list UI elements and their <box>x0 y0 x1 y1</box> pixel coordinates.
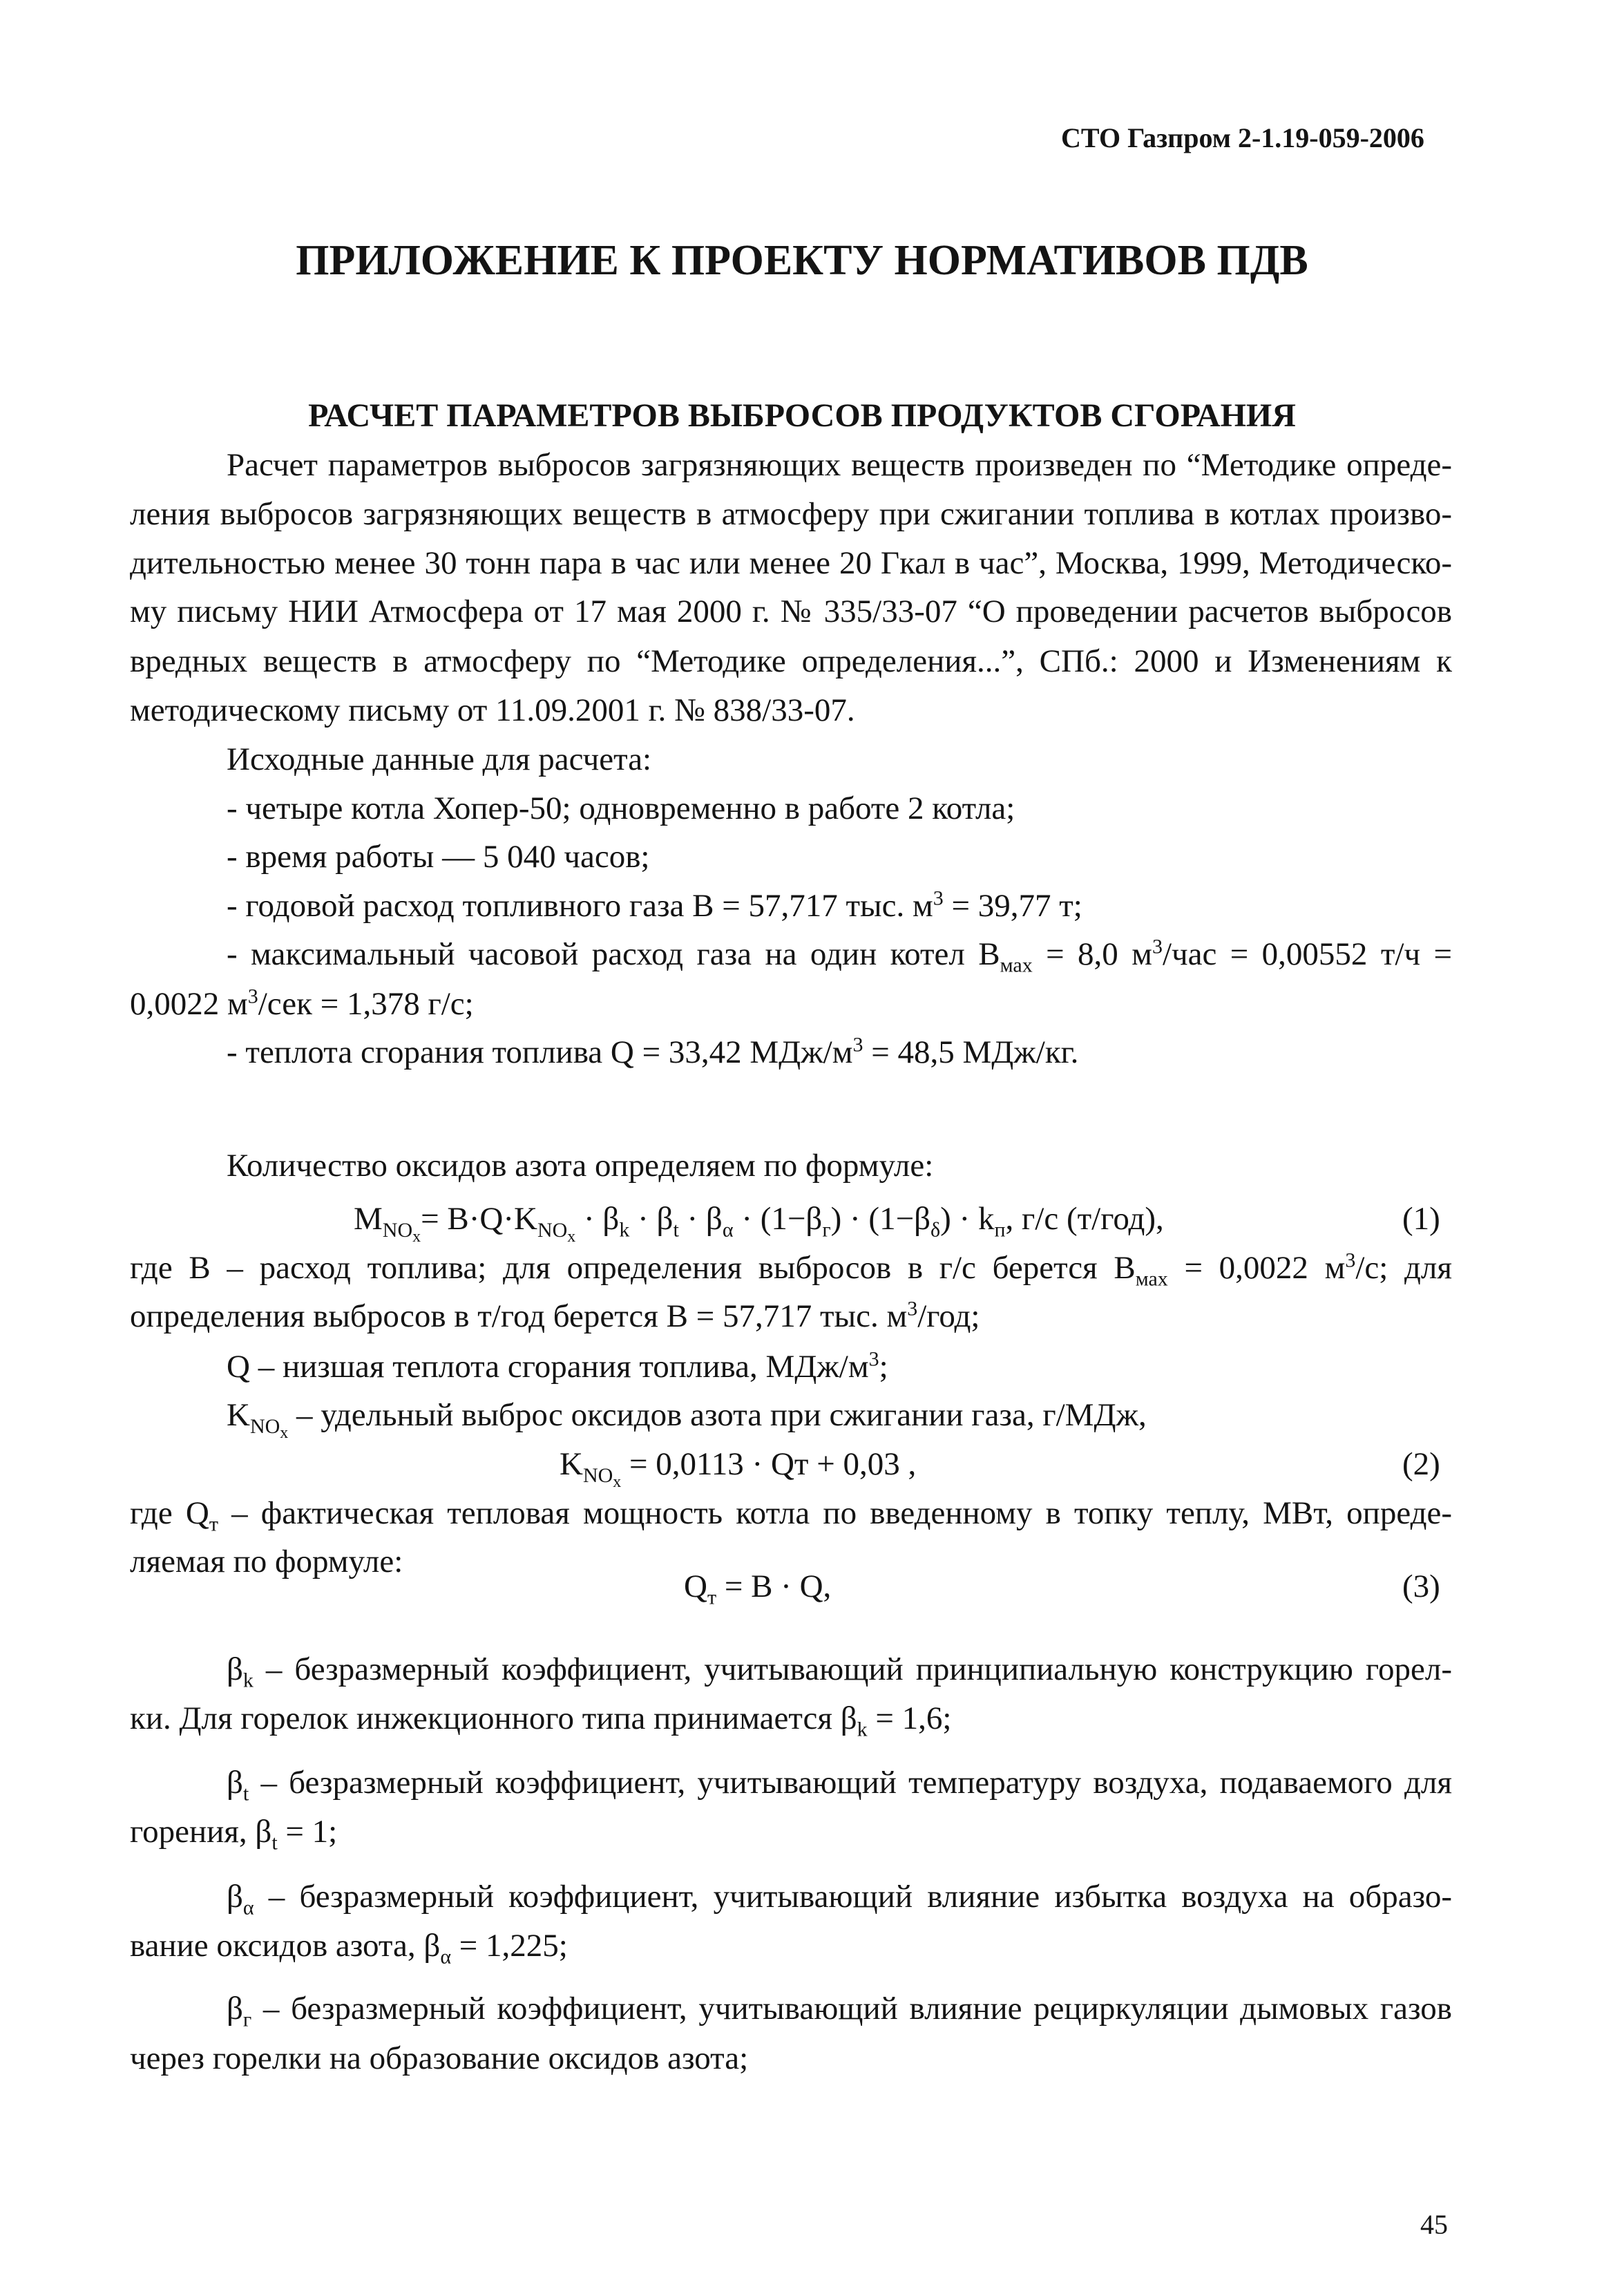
beta-k-definition: $\beta_k$ – безразмерный коэффициент, учитывающий принципиальную конструкцию горел- <box>227 1651 1452 1692</box>
formula-2: $K_{NO_x} = 0,0113$ · Qт + 0,03 , <box>560 1446 917 1491</box>
page-title: ПРИЛОЖЕНИЕ К ПРОЕКТУ НОРМАТИВОВ ПДВ <box>296 237 1308 284</box>
formula-3-number: (3) <box>1402 1568 1440 1604</box>
intro-line-3: дительностью менее 30 тонн пара в час или менее 20 Гкал в час”, Москва, 1999, Методическо- <box>130 545 1452 581</box>
beta-alpha-value: вание оксидов азота, $\beta_\alpha = 1,225$; <box>130 1928 568 1968</box>
source-data-heading: Исходные данные для расчета: <box>227 741 652 777</box>
section-title: РАСЧЕТ ПАРАМЕТРОВ ВЫБРОСОВ ПРОДУКТОВ СГОРАНИЯ <box>308 397 1296 434</box>
intro-line-6: методическому письму от 11.09.2001 г. № 838/33-07. <box>130 692 855 728</box>
where-b-line: где В – расход топлива; для определения выбросов в г/с берется $В_{мах} = 0,0022$ $м^3/с$; для <box>130 1249 1453 1291</box>
where-qt-line: где $Q_т$ – фактическая тепловая мощность котла по введенному в топку теплу, МВт, опреде- <box>130 1495 1452 1536</box>
formula-2-number: (2) <box>1402 1446 1440 1482</box>
beta-k-value: ки. Для горелок инжекционного типа принимается $\beta_k = 1,6$; <box>130 1700 952 1741</box>
beta-t-definition: $\beta_t$ – безразмерный коэффициент, учитывающий температуру воздуха, подаваемого для <box>227 1765 1452 1805</box>
where-b-line-2: определения выбросов в т/год берется В = 57,717 тыс. $м^3$/год; <box>130 1297 980 1334</box>
where-qt-line-2: ляемая по формуле: <box>130 1544 403 1579</box>
source-item-heat-value: - теплота сгорания топлива Q = 33,42 МДж/$м^3 = 48,5$ МДж/кг. <box>227 1033 1079 1070</box>
source-item-annual-consumption: - годовой расход топливного газа В = 57,717 тыс. $м^3 = 39,77$ т; <box>227 886 1082 924</box>
intro-line-1: Расчет параметров выбросов загрязняющих веществ произведен по “Методике опреде- <box>227 447 1452 483</box>
k-definition: $K_{NO_x}$ – удельный выброс оксидов азота при сжигании газа, г/МДж, <box>227 1397 1147 1442</box>
intro-line-5: вредных веществ в атмосферу по “Методике определения...”, СПб.: 2000 и Изменениям к <box>130 643 1452 679</box>
formula-1: $M_{NO_x}= B\cdot Q\cdot K_{NO_x} \cdot \beta_k \cdot \beta_t \cdot \beta_\alpha \cdot (1-\beta_г) \cdot (1-\beta_\delta) \cdot k_п$, г/с (т/год), <box>354 1201 1164 1246</box>
formula-3: $Q_т = B \cdot Q$, <box>684 1568 832 1609</box>
source-item-hours: - время работы — 5 040 часов; <box>227 839 650 875</box>
source-item-boilers: - четыре котла Хопер-50; одновременно в работе 2 котла; <box>227 790 1015 826</box>
intro-line-2: ления выбросов загрязняющих веществ в атмосферу при сжигании топлива в котлах произво- <box>130 496 1452 532</box>
calc-intro: Количество оксидов азота определяем по формуле: <box>227 1148 934 1184</box>
beta-t-value: горения, $\beta_t = 1$; <box>130 1814 338 1854</box>
q-definition: Q – низшая теплота сгорания топлива, МДж/$м^3$; <box>227 1347 888 1385</box>
source-item-hourly-consumption: - максимальный часовой расход газа на один котел $В_{мах} = 8,0$ $м^3$/час = 0,00552 т/ч = <box>227 935 1452 977</box>
beta-g-line-2: через горелки на образование оксидов азота; <box>130 2040 749 2076</box>
intro-line-4: му письму НИИ Атмосфера от 17 мая 2000 г. № 335/33-07 “О проведении расчетов выбросов <box>130 594 1452 629</box>
beta-g-definition: $\beta_г$ – безразмерный коэффициент, учитывающий влияние рециркуляции дымовых газов <box>227 1991 1452 2031</box>
document-id: СТО Газпром 2-1.19-059-2006 <box>1061 122 1424 153</box>
beta-alpha-definition: $\beta_\alpha$ – безразмерный коэффициент, учитывающий влияние избытка воздуха на образо- <box>227 1879 1452 1919</box>
source-item-hourly-consumption-cont: 0,0022 $м^3$/сек = 1,378 г/с; <box>130 985 474 1022</box>
formula-1-number: (1) <box>1402 1201 1440 1237</box>
page-number: 45 <box>1420 2209 1448 2240</box>
